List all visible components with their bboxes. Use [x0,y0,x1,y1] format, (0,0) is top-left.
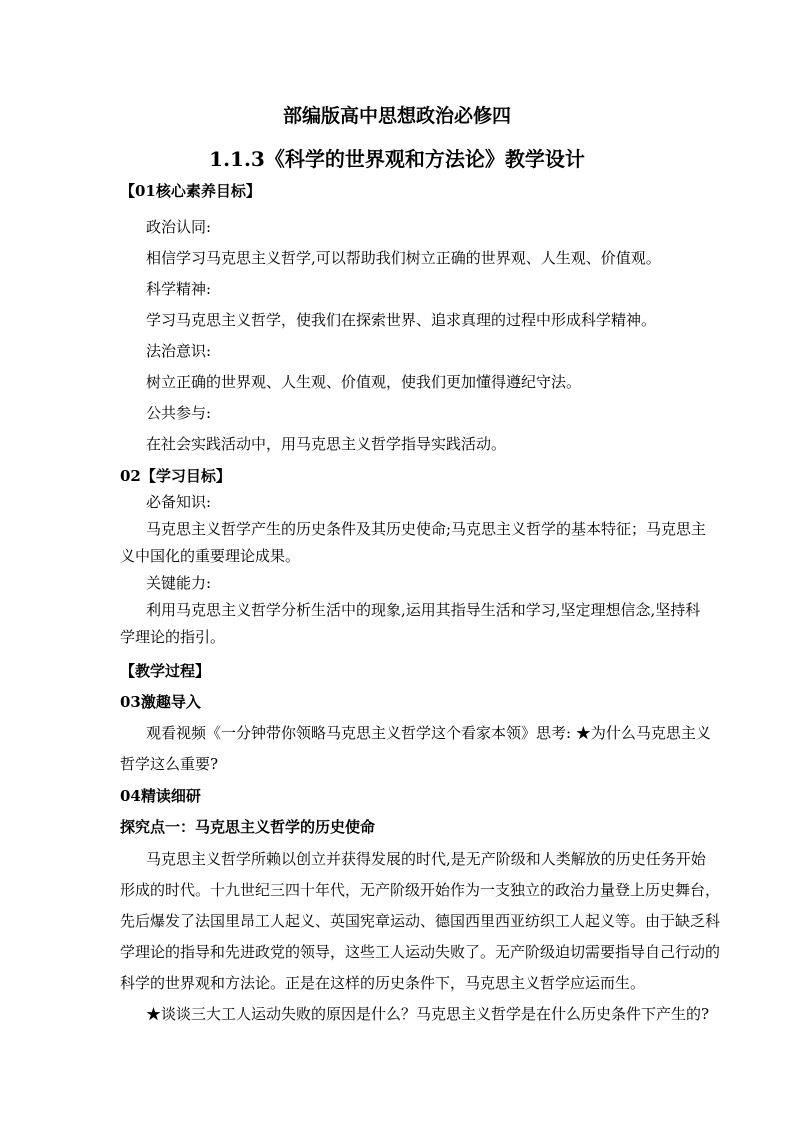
core-item-label-public: 公共参与: [146,404,212,422]
paragraph-line-5: 科学的世界观和方法论。正是在这样的历史条件下，马克思主义哲学应运而生。 [120,974,646,992]
section-heading-intro: 03激趣导入 [120,693,201,711]
section-heading-core-literacy: 【01核心素养目标】 [120,182,261,200]
goals-ability-line-1: 利用马克思主义哲学分析生活中的现象,运用其指导生活和学习,坚定理想信念,坚持科 [146,601,701,619]
discussion-question: ★谈谈三大工人运动失败的原因是什么？马克思主义哲学是在什么历史条件下产生的? [146,1005,710,1023]
goals-knowledge-line-1: 马克思主义哲学产生的历史条件及其历史使命;马克思主义哲学的基本特征；马克思主 [146,520,707,538]
paragraph-line-2: 形成的时代。十九世纪三四十年代，无产阶级开始作为一支独立的政治力量登上历史舞台， [120,881,721,899]
document-title: 部编版高中思想政治必修四 [282,105,511,127]
goals-knowledge-label: 必备知识: [146,493,212,511]
document-subtitle: 1.1.3《科学的世界观和方法论》教学设计 [209,147,585,171]
inquiry-point-heading: 探究点一：马克思主义哲学的历史使命 [120,818,376,836]
paragraph-line-4: 学理论的指导和先进政党的领导，这些工人运动失败了。无产阶级迫切需要指导自己行动的 [120,943,721,961]
goals-ability-line-2: 学理论的指引。 [120,628,226,646]
goals-knowledge-line-2: 义中国化的重要理论成果。 [120,547,301,565]
core-item-text-public: 在社会实践活动中，用马克思主义哲学指导实践活动。 [146,435,507,453]
core-item-label-science: 科学精神: [146,280,212,298]
section-heading-learning-goals: 02【学习目标】 [120,467,231,485]
goals-ability-label: 关键能力: [146,574,212,592]
core-item-label-political: 政治认同: [146,218,212,236]
core-item-label-law: 法治意识: [146,342,212,360]
paragraph-line-1: 马克思主义哲学所赖以创立并获得发展的时代,是无产阶级和人类解放的历史任务开始 [146,850,706,868]
intro-line-2: 哲学这么重要? [120,755,219,773]
section-heading-close-reading: 04精读细研 [120,787,201,805]
core-item-text-political: 相信学习马克思主义哲学,可以帮助我们树立正确的世界观、人生观、价值观。 [146,249,661,267]
paragraph-line-3: 先后爆发了法国里昂工人起义、英国宪章运动、德国西里西亚纺织工人起义等。由于缺乏科 [120,912,721,930]
core-item-text-law: 树立正确的世界观、人生观、价值观，使我们更加懂得遵纪守法。 [146,373,582,391]
core-item-text-science: 学习马克思主义哲学，使我们在探索世界、追求真理的过程中形成科学精神。 [146,311,657,329]
section-heading-teaching-process: 【教学过程】 [120,662,211,680]
intro-line-1: 观看视频《一分钟带你领略马克思主义哲学这个看家本领》思考: ★为什么马克思主义 [146,724,711,742]
